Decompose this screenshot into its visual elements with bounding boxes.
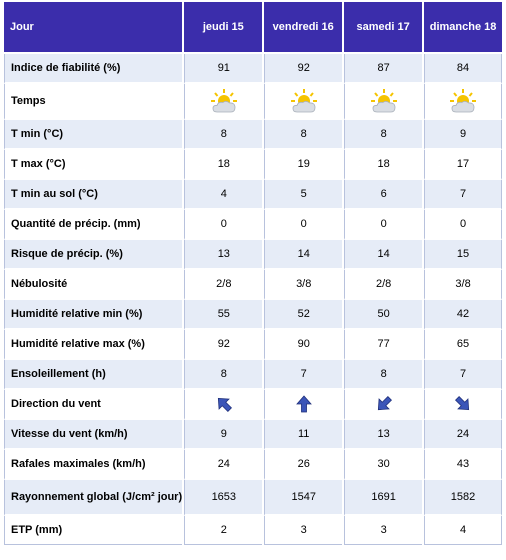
cell-value: 8: [184, 360, 262, 390]
cell-value: 13: [344, 420, 422, 450]
cell-value: 2/8: [344, 270, 422, 300]
weather-cell: [424, 84, 502, 120]
table-row: [4, 330, 502, 360]
forecast-table: [2, 2, 504, 545]
row-label: T min au sol (°C): [4, 180, 182, 210]
cell-value: 0: [184, 210, 262, 240]
cell-value: 1582: [424, 480, 502, 516]
table-row: [4, 240, 502, 270]
cell-value: 4: [184, 180, 262, 210]
arrow-down-right-icon: [454, 395, 472, 413]
cell-value: 9: [424, 120, 502, 150]
cell-value: 14: [344, 240, 422, 270]
table-row: [4, 210, 502, 240]
cell-value: 5: [264, 180, 342, 210]
cell-value: 14: [264, 240, 342, 270]
cell-value: 2: [184, 516, 262, 545]
wind-direction-cell: [264, 390, 342, 420]
cell-value: 13: [184, 240, 262, 270]
header-jour: Jour: [4, 2, 182, 54]
cell-value: 7: [264, 360, 342, 390]
cell-value: 19: [264, 150, 342, 180]
cell-value: 92: [264, 54, 342, 84]
row-label: Nébulosité: [4, 270, 182, 300]
table-row: [4, 150, 502, 180]
cell-value: 0: [264, 210, 342, 240]
cell-value: 9: [184, 420, 262, 450]
wind-arrow-wrap: [215, 395, 233, 413]
row-label: Rayonnement global (J/cm² jour): [4, 480, 182, 516]
cell-value: 42: [424, 300, 502, 330]
table-row: [4, 480, 502, 516]
cell-value: 8: [344, 360, 422, 390]
cell-value: 7: [424, 360, 502, 390]
table-row: [4, 420, 502, 450]
table-row: [4, 390, 502, 420]
row-label: Vitesse du vent (km/h): [4, 420, 182, 450]
cell-value: 15: [424, 240, 502, 270]
cell-value: 1691: [344, 480, 422, 516]
wind-direction-cell: [424, 390, 502, 420]
cell-value: 24: [184, 450, 262, 480]
cell-value: 8: [184, 120, 262, 150]
row-label: Direction du vent: [4, 390, 182, 420]
weather-cell: [344, 84, 422, 120]
cell-value: 8: [264, 120, 342, 150]
row-label: T max (°C): [4, 150, 182, 180]
arrow-up-icon: [295, 395, 313, 413]
header-day-2: vendredi 16: [264, 2, 342, 54]
wind-arrow-wrap: [375, 395, 393, 413]
cell-value: 65: [424, 330, 502, 360]
cell-value: 30: [344, 450, 422, 480]
row-label: ETP (mm): [4, 516, 182, 545]
header-row: [4, 2, 502, 54]
row-label: Rafales maximales (km/h): [4, 450, 182, 480]
cell-value: 50: [344, 300, 422, 330]
row-label: Humidité relative min (%): [4, 300, 182, 330]
cell-value: 87: [344, 54, 422, 84]
table-row: [4, 54, 502, 84]
sun-cloud-icon: [369, 88, 399, 114]
wind-arrow-wrap: [454, 395, 472, 413]
wind-direction-cell: [184, 390, 262, 420]
cell-value: 90: [264, 330, 342, 360]
cell-value: 52: [264, 300, 342, 330]
cell-value: 77: [344, 330, 422, 360]
cell-value: 26: [264, 450, 342, 480]
row-label: Humidité relative max (%): [4, 330, 182, 360]
sun-cloud-icon: [209, 88, 239, 114]
cell-value: 3/8: [424, 270, 502, 300]
cell-value: 92: [184, 330, 262, 360]
cell-value: 0: [424, 210, 502, 240]
weather-icon-wrap: [209, 88, 239, 114]
cell-value: 24: [424, 420, 502, 450]
cell-value: 91: [184, 54, 262, 84]
table-row: [4, 270, 502, 300]
table-row: [4, 180, 502, 210]
cell-value: 3/8: [264, 270, 342, 300]
row-label: T min (°C): [4, 120, 182, 150]
cell-value: 55: [184, 300, 262, 330]
cell-value: 4: [424, 516, 502, 545]
cell-value: 3: [264, 516, 342, 545]
cell-value: 17: [424, 150, 502, 180]
table-row: [4, 360, 502, 390]
cell-value: 18: [344, 150, 422, 180]
arrow-up-left-icon: [215, 395, 233, 413]
cell-value: 6: [344, 180, 422, 210]
table-row: [4, 516, 502, 545]
table-row: [4, 450, 502, 480]
wind-arrow-wrap: [295, 395, 313, 413]
weather-icon-wrap: [369, 88, 399, 114]
cell-value: 3: [344, 516, 422, 545]
row-label: Indice de fiabilité (%): [4, 54, 182, 84]
sun-cloud-icon: [448, 88, 478, 114]
cell-value: 2/8: [184, 270, 262, 300]
row-label: Quantité de précip. (mm): [4, 210, 182, 240]
weather-icon-wrap: [289, 88, 319, 114]
wind-direction-cell: [344, 390, 422, 420]
sun-cloud-icon: [289, 88, 319, 114]
cell-value: 84: [424, 54, 502, 84]
header-day-4: dimanche 18: [424, 2, 502, 54]
header-day-1: jeudi 15: [184, 2, 262, 54]
cell-value: 1547: [264, 480, 342, 516]
cell-value: 1653: [184, 480, 262, 516]
row-label: Ensoleillement (h): [4, 360, 182, 390]
table-row: [4, 300, 502, 330]
row-label: Temps: [4, 84, 182, 120]
cell-value: 7: [424, 180, 502, 210]
cell-value: 11: [264, 420, 342, 450]
arrow-down-left-icon: [375, 395, 393, 413]
header-day-3: samedi 17: [344, 2, 422, 54]
table-row: [4, 84, 502, 120]
weather-icon-wrap: [448, 88, 478, 114]
cell-value: 18: [184, 150, 262, 180]
table-row: [4, 120, 502, 150]
cell-value: 43: [424, 450, 502, 480]
row-label: Risque de précip. (%): [4, 240, 182, 270]
cell-value: 0: [344, 210, 422, 240]
weather-cell: [264, 84, 342, 120]
cell-value: 8: [344, 120, 422, 150]
weather-cell: [184, 84, 262, 120]
